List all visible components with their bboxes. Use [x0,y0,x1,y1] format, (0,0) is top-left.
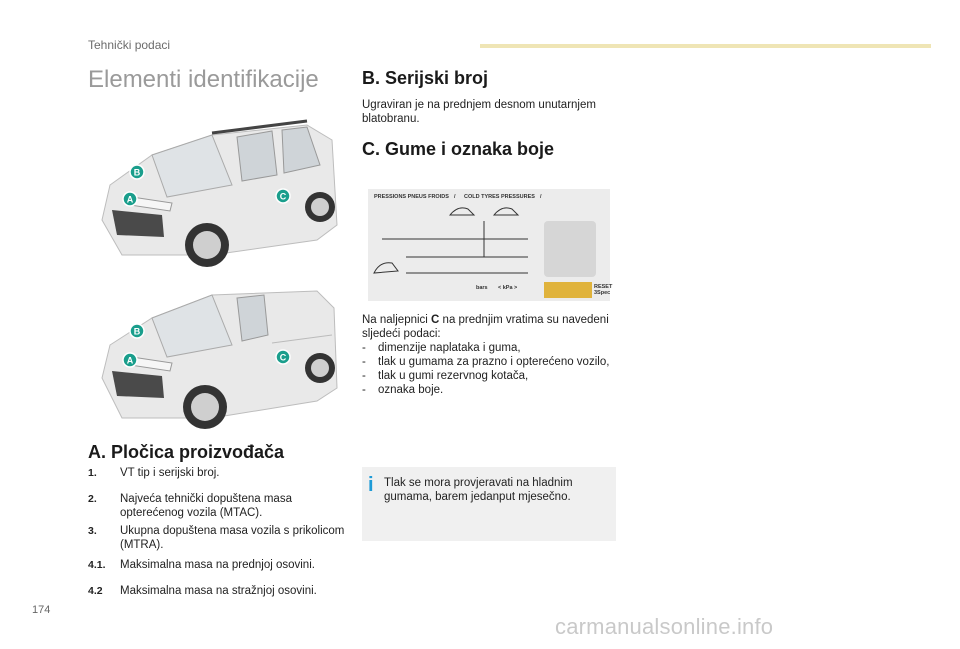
label-slash-2: / [540,194,542,200]
intro-before: Na naljepnici [362,314,432,326]
bullet-item: - tlak u gumama za prazno i opterećeno vozilo, [362,356,610,368]
item-number: 2. [88,493,97,505]
bullet-text: tlak u gumi rezervnog kotača, [378,370,529,382]
watermark: carmanualsonline.info [555,614,774,639]
bullet-item: - tlak u gumi rezervnog kotača, [362,370,529,382]
list-item [88,558,348,572]
item-text: Najveća tehnički dopuštena masa opterećenog vozila (MTAC). [120,493,292,519]
label-slash-1: / [454,194,456,200]
bullet-text: tlak u gumama za prazno i opterećeno vozilo, [378,356,610,368]
section-c-bullets [362,341,612,397]
label-units-kpa: < kPa > [498,285,518,291]
list-item [88,584,348,598]
label-reset-spec: 3Spec [594,290,611,296]
tyre-pressure-label [368,189,613,301]
item-number: 3. [88,525,97,537]
item-number: 4.1. [88,559,106,571]
bullet-text: oznaka boje. [378,384,444,396]
page-title: Elementi identifikacije [88,66,319,93]
header-rule [480,44,931,48]
list-item [88,524,348,552]
list-item [88,492,348,520]
marker-c: C [279,191,287,202]
section-header: Tehnički podaci [88,38,171,52]
item-text: Ukupna dopuštena masa vozila s prikolicom (MTRA). [120,525,345,551]
label-reset: RESET [594,284,613,290]
list-item [88,466,348,480]
label-heading-en: COLD TYRES PRESSURES [464,194,535,200]
page-number: 174 [32,604,51,616]
section-b-title: B. Serijski broj [362,68,489,88]
marker-a-2: A [126,355,134,366]
item-number: 4.2 [88,585,103,597]
item-text: Maksimalna masa na stražnjoj osovini. [120,585,317,597]
bullet-item: - dimenzije naplataka i guma, [362,342,521,354]
car-illustration-passenger [92,115,342,275]
item-number: 1. [88,467,97,479]
marker-a: A [126,194,134,205]
bullet-item: - oznaka boje. [362,384,444,396]
marker-b: B [133,167,141,178]
section-a-list [88,466,348,598]
section-c-title: C. Gume i oznaka boje [362,139,555,159]
car-illustration-van [92,283,342,443]
item-text: Maksimalna masa na prednjoj osovini. [120,559,315,571]
bullet-text: dimenzije naplataka i guma, [378,342,521,354]
section-b-text: Ugraviran je na prednjem desnom unutarnjem blatobranu. [362,99,596,125]
intro-after: na prednjim vratima su navedeni sljedeći podaci: [362,314,609,340]
intro-bold: C [431,314,440,326]
label-units: bars [476,285,488,291]
label-heading-fr: PRESSIONS PNEUS FROIDS [374,194,449,200]
section-c-intro [362,313,612,341]
info-icon: i [368,474,374,496]
info-text: Tlak se mora provjeravati na hladnim gumama, barem jedanput mjesečno. [384,477,573,503]
item-text: VT tip i serijski broj. [120,467,220,479]
marker-c-2: C [279,352,287,363]
marker-b-2: B [133,326,141,337]
section-a-title: A. Pločica proizvođača [88,442,285,462]
